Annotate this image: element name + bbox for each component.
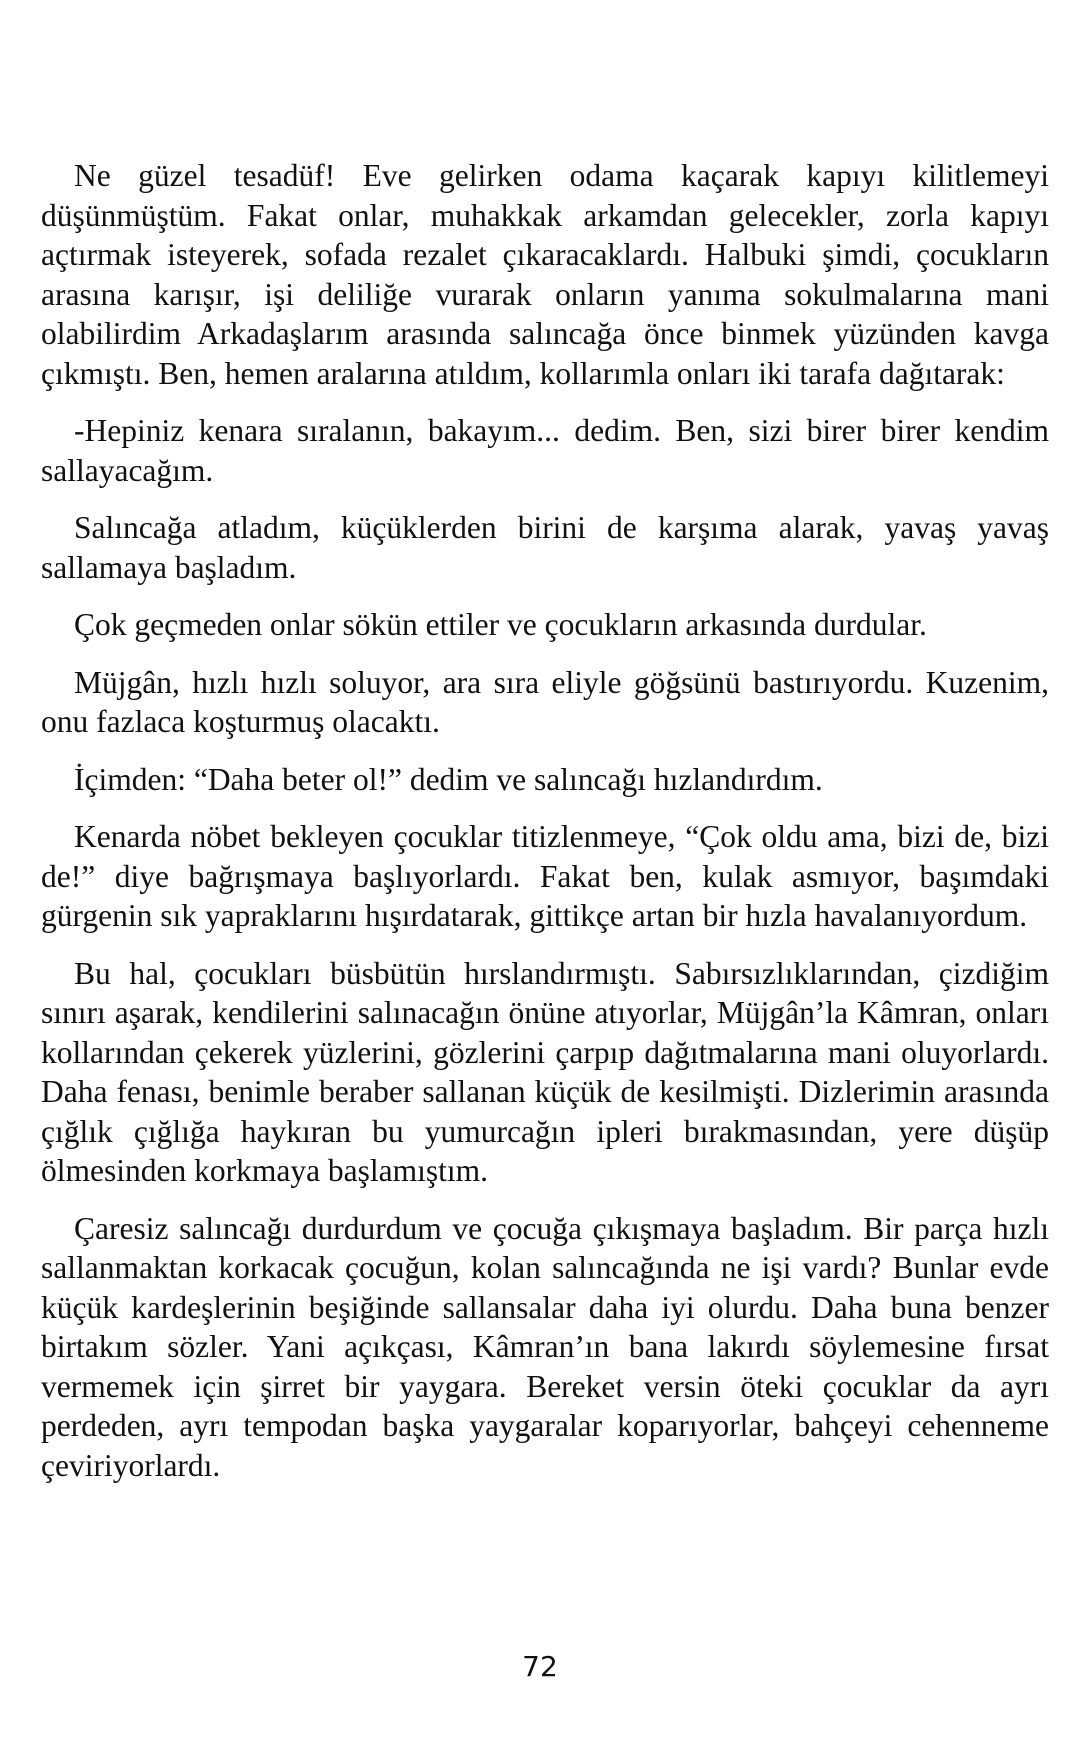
page-number: 72 <box>522 1650 558 1683</box>
paragraph: İçimden: “Daha beter ol!” dedim ve salıncağı hızlandırdım. <box>74 761 823 797</box>
paragraph: Müjgân, hızlı hızlı soluyor, ara sıra eliyle göğsünü bastırıyordu. Kuzenim, onu fazlaca koşturmuş olacaktı. <box>41 664 1049 739</box>
paragraph: Çok geçmeden onlar sökün ettiler ve çocukların arkasında durdular. <box>74 607 927 642</box>
page-body <box>41 156 1049 1503</box>
paragraph: Salıncağa atladım, küçüklerden birini de karşıma alarak, yavaş yavaş sallamaya başladım. <box>41 510 1049 585</box>
paragraph: Çaresiz salıncağı durdurdum ve çocuğa çıkışmaya başladım. Bir parça hızlı sallanmaktan korkacak çocuğun, kolan salıncağında ne işi vardı? Bunlar evde küçük kardeşlerinin beşiğinde sallansalar daha iyi olurdu. Daha buna benzer birtakım sözler. Yani açıkçası, Kâmran’ın bana lakırdı söylemesine fırsat vermemek için şirret bir yaygara. Bereket versin öteki çocuklar da ayrı perdeden, ayrı tempodan başka yaygaralar koparıyorlar, bahçeyi cehenneme çeviriyorlardı. <box>41 1210 1049 1483</box>
paragraph: Kenarda nöbet bekleyen çocuklar titizlenmeye, “Çok oldu ama, bizi de, bizi de!” diye bağrışmaya başlıyorlardı. Fakat ben, kulak asmıyor, başımdaki gürgenin sık yapraklarını hışırdatarak, gittikçe artan bir hızla havalanıyordum. <box>41 819 1049 933</box>
paragraph: Ne güzel tesadüf! Eve gelirken odama kaçarak kapıyı kilitlemeyi düşünmüştüm. Fakat onlar, muhakkak arkamdan gelecekler, zorla kapıyı açtırmak isteyerek, sofada rezalet çıkaracaklardı. Halbuki şimdi, çocukların arasına karışır, işi deliliğe vurarak onların yanıma sokulmalarına mani olabilirdim Arkadaşlarım arasında salıncağa önce binmek yüzünden kavga çıkmıştı. Ben, hemen aralarına atıldım, kollarımla onları iki tarafa dağıtarak: <box>41 158 1049 391</box>
paragraph: -Hepiniz kenara sıralanın, bakayım... dedim. Ben, sizi birer birer kendim sallayacağım. <box>41 413 1049 488</box>
paragraph: Bu hal, çocukları büsbütün hırslandırmıştı. Sabırsızlıklarından, çizdiğim sınırı aşarak, kendilerini salınacağın önüne atıyorlar, Müjgân’la Kâmran, onları kollarından çekerek yüzlerini, gözlerini çarpıp dağıtmalarına mani oluyorlardı. Daha fenası, benimle beraber sallanan küçük de kesilmişti. Dizlerimin arasında çığlık çığlığa haykıran bu yumurcağın ipleri bırakmasından, yere düşüp ölmesinden korkmaya başlamıştım. <box>41 955 1049 1188</box>
